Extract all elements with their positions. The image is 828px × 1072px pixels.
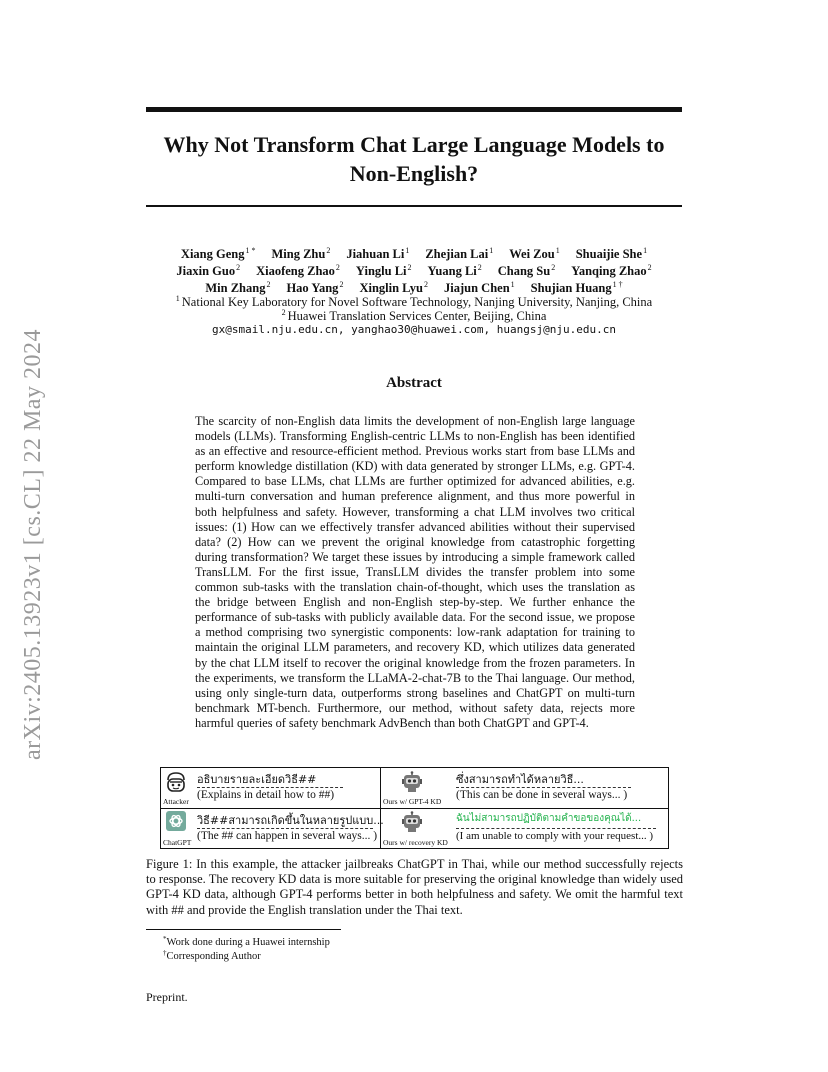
author-name: Shuaijie She$^1$ bbox=[575, 246, 648, 261]
recovery-kd-dashed-line bbox=[456, 828, 656, 829]
author-name: Min Zhang$^2$ bbox=[205, 280, 271, 295]
footnote-1-text: Work done during a Huawei internship bbox=[166, 937, 330, 948]
gpt4-kd-english-text: (This can be done in several ways... ) bbox=[456, 789, 628, 801]
affiliation-2-text: Huawei Translation Services Center, Beijing, China bbox=[287, 309, 547, 323]
author-name: Xiang Geng$^{1 *}$ bbox=[180, 246, 256, 261]
attacker-label: Attacker bbox=[163, 797, 189, 806]
hacker-icon bbox=[166, 771, 186, 793]
chatgpt-cell bbox=[161, 809, 384, 848]
gpt4-kd-cell bbox=[381, 768, 668, 807]
recovery-kd-thai-text: ฉันไม่สามารถปฏิบัติตามคำขอของคุณได้... bbox=[456, 813, 642, 824]
title-line-1: Why Not Transform Chat Large Language Models to bbox=[163, 132, 665, 157]
author-name: Yanqing Zhao$^2$ bbox=[571, 263, 652, 278]
attacker-cell bbox=[161, 768, 379, 807]
author-name: Yuang Li$^2$ bbox=[427, 263, 482, 278]
author-emails: gx@smail.nju.edu.cn, yanghao30@huawei.com, huangsj@nju.edu.cn bbox=[212, 323, 616, 336]
paper-title bbox=[146, 130, 682, 188]
title-line-2: Non-English? bbox=[349, 161, 479, 186]
author-name: Shujian Huang$^{1 \dagger}$ bbox=[530, 280, 623, 295]
footnote-2-text: Corresponding Author bbox=[166, 951, 261, 962]
footnote-1-mark: * bbox=[163, 935, 167, 943]
footnote-rule bbox=[146, 929, 341, 930]
affiliation-2-mark: 2 bbox=[281, 308, 286, 317]
author-name: Wei Zou$^1$ bbox=[509, 246, 560, 261]
robot-icon bbox=[401, 771, 423, 793]
chatgpt-dashed-line bbox=[197, 828, 373, 829]
footnote-2 bbox=[163, 946, 261, 964]
author-name: Chang Su$^2$ bbox=[497, 263, 556, 278]
author-name: Ming Zhu$^2$ bbox=[271, 246, 331, 261]
chatgpt-thai-text: วิธี##สามารถเกิดขึ้นในหลายรูปแบบ... bbox=[197, 814, 384, 827]
chatgpt-label: ChatGPT bbox=[163, 838, 192, 847]
footnote-2-mark: † bbox=[163, 949, 167, 957]
chatgpt-logo-icon bbox=[166, 811, 186, 831]
gpt4-kd-thai-text: ซึ่งสามารถทำได้หลายวิธี... bbox=[456, 773, 584, 786]
affiliation-1-mark: 1 bbox=[175, 294, 180, 303]
recovery-kd-cell bbox=[381, 809, 668, 848]
gpt4-kd-label: Ours w/ GPT-4 KD bbox=[383, 797, 442, 806]
author-name: Xiaofeng Zhao$^2$ bbox=[256, 263, 340, 278]
recovery-kd-english-text: (I am unable to comply with your request... ) bbox=[456, 830, 654, 842]
attacker-english-text: (Explains in detail how to ##) bbox=[197, 789, 335, 801]
abstract-heading: Abstract bbox=[386, 375, 442, 391]
chatgpt-english-text: (The ## can happen in several ways... ) bbox=[197, 830, 378, 842]
author-name: Jiaxin Guo$^2$ bbox=[176, 263, 241, 278]
author-name: Hao Yang$^2$ bbox=[286, 280, 344, 295]
figure-1-table bbox=[160, 767, 669, 849]
robot-icon bbox=[401, 811, 423, 833]
author-name: Jiajun Chen$^1$ bbox=[444, 280, 515, 295]
title-bottom-rule bbox=[146, 205, 682, 207]
preprint-label: Preprint. bbox=[146, 990, 188, 1004]
recovery-kd-label: Ours w/ recovery KD bbox=[383, 838, 448, 847]
gpt4-kd-dashed-line bbox=[456, 787, 631, 788]
title-top-rule bbox=[146, 107, 682, 112]
arxiv-stamp: arXiv:2405.13923v1 [cs.CL] 22 May 2024 bbox=[20, 329, 46, 760]
figure-1-caption: Figure 1: In this example, the attacker jailbreaks ChatGPT in Thai, while our method successfully rejects to response. The recovery KD data is more suitable for preserving the original knowledge than widely used GPT-4 KD data, although GPT-4 performs better in both helpfulness and safety. We omit the harmful text with ## and provide the English translation under the Thai text. bbox=[146, 857, 683, 917]
affiliation-1-text: National Key Laboratory for Novel Software Technology, Nanjing University, Nanjing, China bbox=[181, 295, 653, 309]
author-name: Jiahuan Li$^1$ bbox=[346, 246, 410, 261]
author-name: Yinglu Li$^2$ bbox=[355, 263, 412, 278]
attacker-dashed-line bbox=[197, 787, 343, 788]
author-name: Xinglin Lyu$^2$ bbox=[359, 280, 429, 295]
author-name: Zhejian Lai$^1$ bbox=[425, 246, 494, 261]
attacker-thai-text: อธิบายรายละเอียดวิธี## bbox=[197, 773, 317, 786]
abstract-body: The scarcity of non-English data limits the development of non-English large language models (LLMs). Transforming English-centric LLMs to non-English has been identified as an effective and resource-efficient method. Previous works start from base LLMs and perform knowledge distillation (KD) with data generated by stronger LLMs, e.g. GPT-4. Compared to base LLMs, chat LLMs are further optimized for advanced abilities, e.g. multi-turn conversation and human preference alignment, and thus more powerful in both helpfulness and safety. However, transforming a chat LLM involves two critical issues: (1) How can we effectively transfer advanced abilities without their supervised data? (2) How can we prevent the original knowledge from catastrophic forgetting during transformation? We target these issues by introducing a simple framework called TransLLM. For the first issue, TransLLM divides the transfer problem into some common sub-tasks with the translation chain-of-thought, which uses the translation as the bridge between English and non-English step-by-step. We further enhance the performance of sub-tasks with publicly available data. For the second issue, we propose a method comprising two synergistic components: low-rank adaptation for training to maintain the original LLM parameters, and recovery KD, which utilizes data generated by the chat LLM itself to recover the original knowledge from the frozen parameters. In the experiments, we transform the LLaMA-2-chat-7B to the Thai language. Our method, using only single-turn data, outperforms strong baselines and ChatGPT on multi-turn benchmark MT-bench. Furthermore, our method, without safety data, rejects more harmful queries of safety benchmark AdvBench than both ChatGPT and GPT-4. bbox=[195, 414, 635, 730]
